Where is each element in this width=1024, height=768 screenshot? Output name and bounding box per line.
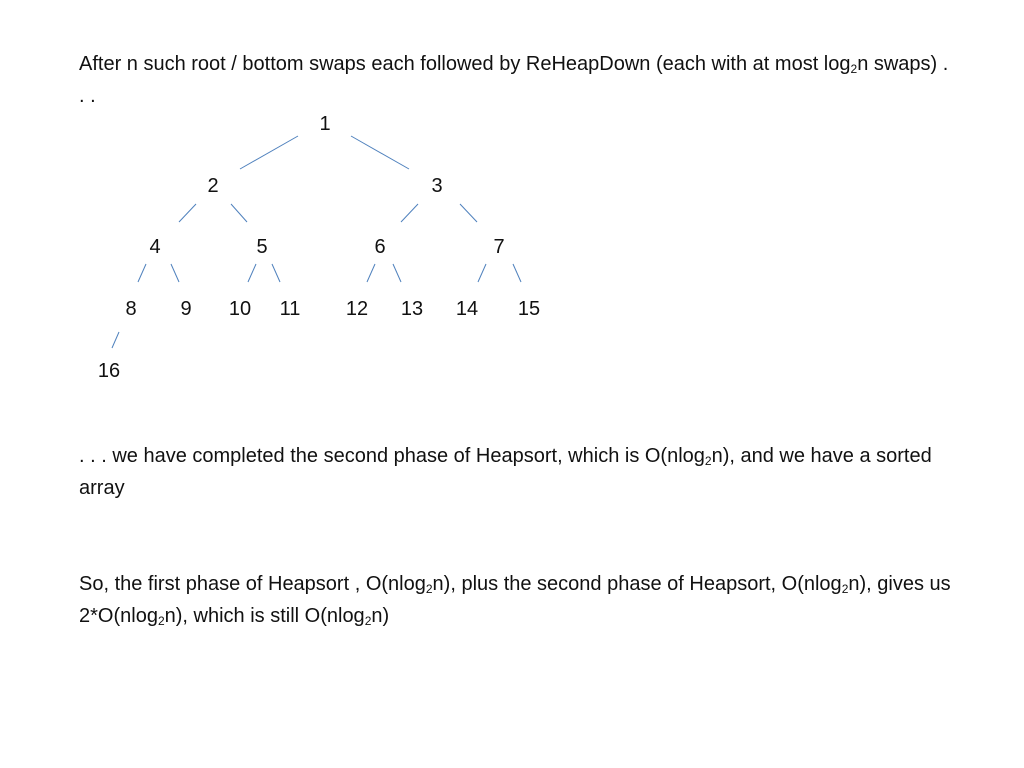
intro-text-part: n swaps) . . . bbox=[79, 53, 949, 107]
tree-node: 6 bbox=[374, 236, 386, 258]
tree-edge bbox=[367, 264, 375, 282]
summary-text-part: n), which is still O(nlog bbox=[164, 605, 365, 627]
tree-node: 14 bbox=[455, 298, 479, 320]
tree-edge bbox=[393, 264, 401, 282]
tree-edge bbox=[401, 204, 418, 222]
log-base-subscript: 2 bbox=[850, 62, 858, 76]
tree-node: 15 bbox=[517, 298, 541, 320]
tree-edge bbox=[478, 264, 486, 282]
log-base-subscript: 2 bbox=[841, 582, 849, 596]
tree-nodes bbox=[98, 113, 540, 382]
tree-node: 16 bbox=[97, 360, 121, 382]
tree-edge bbox=[171, 264, 179, 282]
conclusion-text bbox=[79, 440, 959, 504]
tree-node: 4 bbox=[149, 236, 161, 258]
log-base-subscript: 2 bbox=[364, 614, 372, 628]
log-base-subscript: 2 bbox=[425, 582, 433, 596]
log-base-subscript: 2 bbox=[704, 454, 712, 468]
tree-edge bbox=[248, 264, 256, 282]
tree-node: 1 bbox=[319, 113, 331, 135]
summary-text-part: n), plus the second phase of Heapsort, O(nlog bbox=[432, 573, 842, 595]
tree-edge bbox=[231, 204, 247, 222]
tree-node: 9 bbox=[180, 298, 192, 320]
tree-edge bbox=[179, 204, 196, 222]
summary-text bbox=[79, 568, 959, 632]
summary-text-part: n) bbox=[371, 605, 390, 627]
conclusion-text-part: n), and we have a sorted array bbox=[79, 445, 932, 499]
tree-node: 7 bbox=[493, 236, 505, 258]
tree-edge bbox=[112, 332, 119, 348]
tree-edge bbox=[351, 136, 409, 169]
tree-node: 2 bbox=[207, 175, 219, 197]
tree-edges bbox=[112, 136, 521, 348]
tree-node: 13 bbox=[400, 298, 424, 320]
tree-edge bbox=[240, 136, 298, 169]
tree-node: 3 bbox=[431, 175, 443, 197]
tree-node: 12 bbox=[345, 298, 369, 320]
tree-node: 11 bbox=[279, 298, 301, 320]
conclusion-text-part: . . . we have completed the second phase of Heapsort, which is O(nlog bbox=[79, 445, 705, 467]
tree-node: 10 bbox=[228, 298, 252, 320]
tree-edge bbox=[513, 264, 521, 282]
tree-edge bbox=[272, 264, 280, 282]
tree-edge bbox=[460, 204, 477, 222]
tree-node: 5 bbox=[256, 236, 268, 258]
tree-node: 8 bbox=[125, 298, 137, 320]
summary-text-part: So, the first phase of Heapsort , O(nlog bbox=[79, 573, 426, 595]
summary-text-part: n), gives us 2*O(nlog bbox=[79, 573, 951, 627]
intro-text bbox=[79, 48, 959, 112]
tree-edge bbox=[138, 264, 146, 282]
log-base-subscript: 2 bbox=[157, 614, 165, 628]
intro-text-part: After n such root / bottom swaps each followed by ReHeapDown (each with at most log bbox=[79, 53, 851, 75]
